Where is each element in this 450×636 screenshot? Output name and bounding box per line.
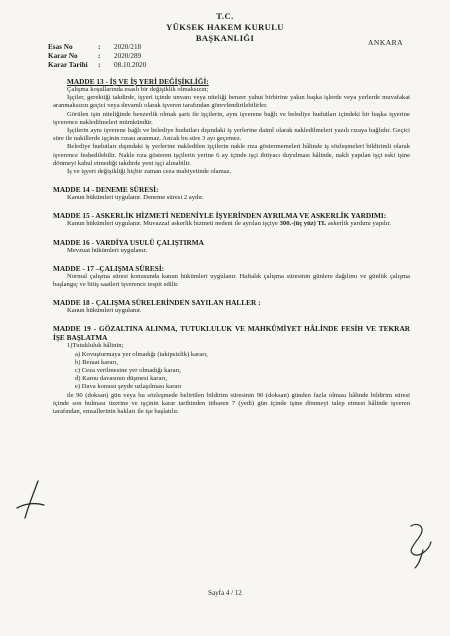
header-city: ANKARA	[368, 38, 404, 47]
article-14-title: MADDE 14 - DENEME SÜRESİ:	[53, 185, 159, 195]
header-court: YÜKSEK HAKEM KURULU	[166, 22, 284, 32]
article-19-item-a: a) Kovuşturmaya yer olmadığı (takipsizlik) kararı,	[75, 350, 208, 358]
article-19-closing: ile 90 (doksan) gün veya bu sözleşmede belirtilen bildirim süresinin 90 (doksan) günden fazla olması hâlinde bildirim süresi içinde son bulması üzerine ve işçinin karar tarihinden itibaren 7 (yedi) gün içinde işine dönmeyi talep etmesi hâlinde işveren tarafından, emsallerinin hakları ile işe başlatılır.	[53, 391, 410, 416]
article-13-title: MADDE 13 - İŞ VE İŞ YERİ DEĞİŞİKLİĞİ:	[67, 77, 209, 86]
article-16-p1: Mevzuat hükümleri uygulanır.	[67, 246, 148, 254]
article-15-text-a: Kanun hükümleri uygulanır. Muvazzaf askerlik hizmeti nedeni ile ayrılan işçiye	[67, 220, 280, 228]
meta-row-karar	[48, 52, 146, 61]
article-19-intro: 1)Tutukluluk hâlinin;	[67, 342, 124, 350]
meta-key: Esas No	[48, 43, 73, 51]
document-body	[53, 77, 410, 416]
article-13-p3: Görülen işin niteliğinde benzerlik olmak şartı ile işçilerin, aynı işverene bağlı ve belediye hudutları içindeki bir başka işyerine işverence nakledilmeleri mümkündür.	[53, 110, 410, 126]
article-15-text-c: askerlik yardımı yapılır.	[326, 220, 392, 228]
case-meta	[48, 43, 146, 70]
article-13-p2: İşçiler, gerektiği takdirde, işyeri içinde unvanı veya niteliği benzer yahut birbirine yakın başka işlerde veya yerlerde muvafakat aranmaksızın geçici veya devamlı olarak işveren tarafından görevlendirilebilirler.	[53, 94, 410, 110]
meta-value: 08.10.2020	[114, 61, 147, 69]
meta-colon: :	[98, 52, 101, 60]
meta-colon: :	[98, 61, 101, 69]
article-15-p1	[53, 220, 410, 228]
article-13-p5: Belediye hudutları dışındaki iş yerlerine nakledilen işçilerin nakle rıza göstermemeleri hâlinde iş sözleşmeleri bildirimli olarak işverence feshedilebilir. Nakle rıza gösteren işçilerin yerine 6 ay içinde işçi ihtiyacı duyulması hâlinde, nakli yapılan işçi eski işine dönmeyi kabul etmediği takdirde yeni işçi alınabilir.	[53, 143, 410, 167]
article-14-p1: Kanun hükümleri uygulanır. Deneme süresi 2 aydır.	[67, 194, 204, 202]
page-number: Sayfa 4 / 12	[208, 589, 242, 597]
meta-colon: :	[98, 43, 101, 51]
article-17-p1: Normal çalışma süresi konusunda kanun hükümleri uygulanır. Haftalık çalışma süresinin günlere dağılımı ve günlük çalışma başlangıç ve bitiş saatleri işverence tespit edilir.	[53, 272, 410, 289]
meta-key: Karar Tarihi	[48, 61, 88, 69]
article-18-title: MADDE 18 - ÇALIŞMA SÜRELERİNDEN SAYILAN HALLER :	[53, 298, 261, 308]
article-13-p1: Çalışma koşullarında esaslı bir değişiklik olmaksızın;	[67, 86, 209, 93]
article-19-item-c: c) Ceza verilmesine yer olmadığı kararı,	[75, 367, 182, 375]
meta-row-tarih	[48, 61, 146, 70]
article-18-p1: Kanun hükümleri uygulanır.	[67, 307, 142, 315]
meta-row-esas	[48, 43, 146, 52]
handwritten-initial-left	[14, 478, 48, 524]
header-tc: T.C.	[216, 11, 234, 21]
article-19-item-d: d) Kamu davasının düşmesi kararı,	[75, 375, 168, 383]
article-17-title: MADDE - 17 –ÇALIŞMA SÜRESİ:	[53, 263, 165, 273]
meta-value: 2020/218	[114, 43, 142, 51]
header-presidency: BAŞKANLIĞI	[195, 33, 255, 43]
handwritten-initial-right	[403, 520, 439, 570]
article-15-amount: 300.-(üç yüz) TL	[279, 220, 327, 228]
meta-key: Karar No	[48, 52, 78, 60]
article-13-p4: İşçilerin aynı işverene bağlı ve belediye hudutları dışındaki iş yerlerine daimî olarak nakledilmeleri yazılı rızaya bağlıdır. Geçici süre ile nakillerde işçinin rızası aranmaz. Ancak bu süre 3 ayı geçemez.	[53, 127, 410, 143]
article-19-item-e: e) Dava konusu şeyde uzlaşılması kararı	[75, 383, 182, 391]
article-15-title: MADDE 15 - ASKERLİK HİZMETİ NEDENİYLE İŞYERİNDEN AYRILMA VE ASKERLİK YARDIMI:	[53, 211, 387, 221]
article-13-p6: İş ve işyeri değişikliği hiçbir zaman ceza mahiyetinde olamaz.	[67, 168, 232, 176]
meta-value: 2020/289	[114, 52, 142, 60]
article-19-title: MADDE 19 - GÖZALTINA ALINMA, TUTUKLULUK VE MAHKÛMİYET HÂLİNDE FESİH VE TEKRAR İŞE BAŞLATMA	[53, 324, 410, 343]
article-16-title: MADDE 16 - VARDİYA USULÜ ÇALIŞTIRMA	[53, 237, 204, 247]
article-19-item-b: b) Beraat kararı,	[75, 358, 119, 366]
